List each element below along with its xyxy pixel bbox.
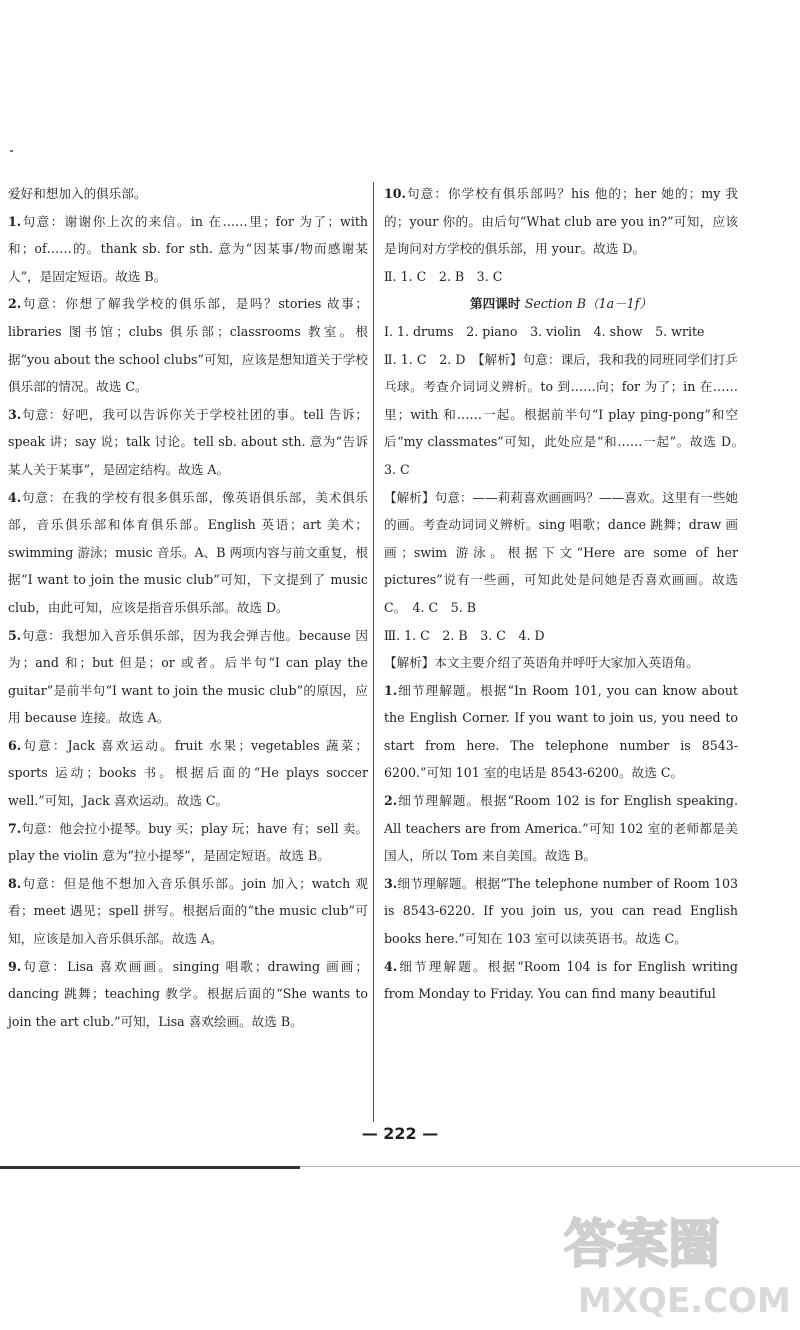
answer-item	[8, 953, 368, 1036]
answer-item-10	[384, 180, 738, 263]
item-text: 句意：Lisa 喜欢画画。singing 唱歌；drawing 画画；dancing 跳舞；teaching 教学。根据后面的“She wants to join the art club.”可知，Lisa 喜欢绘画。故选 B。	[8, 958, 368, 1029]
section-title	[384, 290, 738, 318]
watermark-cn: 答案圈	[564, 1215, 721, 1275]
answer-item	[384, 677, 738, 787]
item-number: 6.	[8, 737, 22, 753]
item-number: 9.	[8, 958, 22, 974]
part2-analysis: 【解析】句意：——莉莉喜欢画画吗？——喜欢。这里有一些她的画。考查动词词义辨析。sing 唱歌；dance 跳舞；draw 画画；swim 游泳。根据下文“Here are some of her pictures”说有一些画，可知此处是问她是否喜欢画画。故选 C。 4. C 5. B	[384, 489, 738, 615]
item-number: 1.	[8, 213, 22, 229]
answer-item	[8, 290, 368, 400]
item-text: 句意：好吧，我可以告诉你关于学校社团的事。tell 告诉；speak 讲；say 说；talk 讨论。tell sb. about sth. 意为“告诉某人关于某事”，是固定结构。故选 A。	[8, 406, 368, 477]
answer-item	[8, 401, 368, 484]
footer-rule	[0, 1166, 300, 1169]
section-title-en: Section B（1a－1f）	[524, 296, 652, 312]
item-number: 5.	[8, 627, 22, 643]
part2-answers-prev: Ⅱ. 1. C 2. B 3. C	[384, 268, 503, 284]
part2-answers: Ⅱ. 1. C 2. D 【解析】句意：课后，我和我的同班同学们打乒乓球。考查介词词义辨析。to 到……向；for 为了；in 在……里；with 和……一起。根据前半句“I play ping-pong”和空后“my classmates”可知，此处应是“和……一起”。故选 D。 3. C	[384, 351, 751, 477]
item-text: 句意：但是他不想加入音乐俱乐部。join 加入；watch 观看；meet 遇见；spell 拼写。根据后面的“the music club”可知，应该是加入音乐俱乐部。故选 A。	[8, 875, 368, 947]
left-column	[8, 180, 368, 1035]
section-title-cn: 第四课时	[470, 296, 521, 312]
item-number: 2.	[384, 793, 398, 809]
answer-item	[384, 870, 738, 953]
column-divider	[373, 182, 374, 1122]
item-number: 10.	[384, 186, 406, 201]
right-column	[384, 180, 751, 1008]
watermark-url: MXQE.COM	[578, 1281, 791, 1320]
watermark-logo	[560, 1200, 795, 1320]
answer-item	[8, 815, 368, 870]
item-number: 7.	[8, 820, 22, 836]
item-text: 细节理解题。根据“The telephone number of Room 103 is 8543-6220. If you join us, you can read English books here.”可知在 103 室可以读英语书。故选 C。	[384, 875, 738, 947]
answer-item	[384, 787, 738, 870]
item-number: 3.	[8, 406, 22, 422]
item-text: 句意：谢谢你上次的来信。in 在……里；for 为了；with 和；of……的。thank sb. for sth. 意为“因某事/物而感谢某人”，是固定短语。故选 B。	[8, 213, 368, 284]
answer-item	[8, 622, 368, 732]
item-number: 3.	[384, 875, 398, 891]
intro-text: 爱好和想加入的俱乐部。	[8, 186, 147, 201]
item-number: 2.	[8, 296, 22, 312]
item-text: 句意：你想了解我学校的俱乐部，是吗？stories 故事；libraries 图书馆；clubs 俱乐部；classrooms 教室。根据“you about the school clubs”可知，应该是想知道关于学校俱乐部的情况。故选 C。	[8, 296, 368, 395]
part1-answers: Ⅰ. 1. drums 2. piano 3. violin 4. show 5. write	[384, 323, 705, 339]
left-answer-list	[8, 208, 368, 1036]
scan-speck	[10, 150, 13, 152]
answer-item	[8, 870, 368, 953]
item-number: 8.	[8, 875, 22, 891]
page-number: — 222 —	[361, 1124, 439, 1143]
answer-item	[8, 484, 368, 622]
item-number: 1.	[384, 682, 398, 698]
item-text: 句意：在我的学校有很多俱乐部，像英语俱乐部，美术俱乐部，音乐俱乐部和体育俱乐部。English 英语；art 美术；swimming 游泳；music 音乐。A、B 两项内容与前文重复，根据“I want to join the music club”可知，下文提到了 music club，由此可知，应该是指音乐俱乐部。故选 D。	[8, 489, 368, 615]
part3-answers: Ⅲ. 1. C 2. B 3. C 4. D	[384, 627, 545, 643]
answer-item	[8, 208, 368, 291]
footer-rule-faint	[300, 1166, 800, 1167]
item-text: 细节理解题。根据“Room 104 is for English writing from Monday to Friday. You can find many beautiful	[384, 958, 738, 1002]
item-number: 4.	[384, 958, 398, 974]
answer-item	[8, 732, 368, 815]
detail-answer-list	[384, 677, 738, 1008]
answer-item	[384, 953, 738, 1008]
item-text: 细节理解题。根据“In Room 101, you can know about the English Corner. If you want to join us, you need to start from here. The telephone number is 8543-6200.”可知 101 室的电话是 8543-6200。故选 C。	[384, 682, 738, 781]
item-text: 句意：Jack 喜欢运动。fruit 水果；vegetables 蔬菜；sports 运动；books 书。根据后面的“He plays soccer well.”可知，Jack 喜欢运动。故选 C。	[8, 737, 368, 809]
item-number: 4.	[8, 489, 22, 505]
item-text: 句意：他会拉小提琴。buy 买；play 玩；have 有；sell 卖。play the violin 意为“拉小提琴”，是固定短语。故选 B。	[8, 820, 368, 864]
item-text: 句意：你学校有俱乐部吗？his 他的；her 她的；my 我的；your 你的。由后句“What club are you in?”可知，应该是询问对方学校的俱乐部，用 your。故选 D。	[384, 186, 738, 257]
item-text: 细节理解题。根据“Room 102 is for English speaking. All teachers are from America.”可知 102 室的老师都是美国人，所以 Tom 来自美国。故选 B。	[384, 793, 738, 864]
passage-analysis: 【解析】本文主要介绍了英语角并呼吁大家加入英语角。	[384, 655, 699, 671]
item-text: 句意：我想加入音乐俱乐部，因为我会弹吉他。because 因为；and 和；but 但是；or 或者。后半句“I can play the guitar”是前半句“I want to join the music club”的原因，应用 because 连接。故选 A。	[8, 627, 368, 726]
